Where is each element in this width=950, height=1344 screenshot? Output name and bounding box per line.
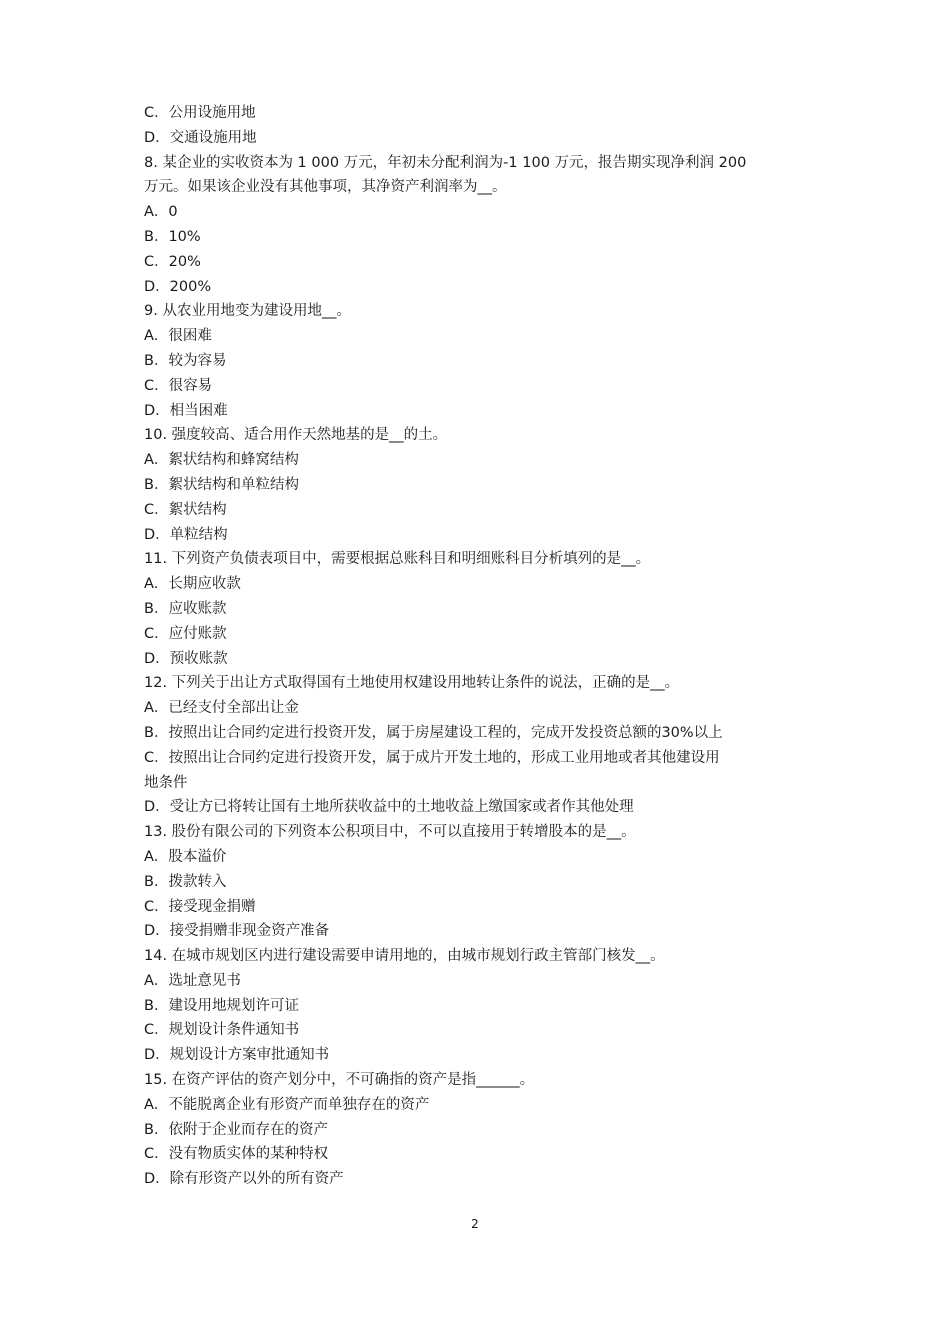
text-line: 8. 某企业的实收资本为 1 000 万元，年初未分配利润为-1 100 万元，报告期实现净利润 200 — [144, 154, 747, 171]
text-line: B．絮状结构和单粒结构 — [144, 476, 299, 493]
text-line: 万元。如果该企业没有其他事项，其净资产利润率为__。 — [144, 179, 507, 196]
text-line: D．200% — [144, 278, 212, 295]
page-content — [144, 101, 814, 1192]
text-line: B．10% — [144, 228, 201, 245]
text-line: D．规划设计方案审批通知书 — [144, 1047, 330, 1064]
text-line: D．接受捐赠非现金资产准备 — [144, 923, 330, 940]
text-line: A．很困难 — [144, 328, 212, 345]
text-line: A．选址意见书 — [144, 972, 241, 989]
text-line: C．接受现金捐赠 — [144, 898, 256, 915]
text-line: C．很容易 — [144, 377, 213, 394]
text-line: B．应收账款 — [144, 600, 227, 617]
text-line: B．按照出让合同约定进行投资开发，属于房屋建设工程的，完成开发投资总额的30%以上 — [144, 724, 723, 741]
text-line: 14. 在城市规划区内进行建设需要申请用地的，由城市规划行政主管部门核发__。 — [144, 948, 665, 965]
text-line: C．公用设施用地 — [144, 105, 256, 121]
text-line: D．受让方已将转让国有土地所获收益中的土地收益上缴国家或者作其他处理 — [144, 799, 634, 816]
text-line: A．絮状结构和蜂窝结构 — [144, 452, 299, 469]
text-line: C．应付账款 — [144, 625, 227, 642]
text-line: A．已经支付全部出让金 — [144, 700, 299, 717]
text-line: C．20% — [144, 253, 201, 270]
text-line: C．絮状结构 — [144, 501, 227, 518]
text-line: B．依附于企业而存在的资产 — [144, 1121, 328, 1138]
page-number: 2 — [471, 1217, 479, 1231]
text-line: 11. 下列资产负债表项目中，需要根据总账科目和明细账科目分析填列的是__。 — [144, 551, 651, 568]
text-line: D．除有形资产以外的所有资产 — [144, 1171, 344, 1188]
text-line: C．规划设计条件通知书 — [144, 1022, 300, 1039]
text-line: C．没有物质实体的某种特权 — [144, 1146, 329, 1163]
text-line: 10. 强度较高、适合用作天然地基的是__的土。 — [144, 427, 448, 444]
text-line: A．0 — [144, 204, 178, 221]
text-line: 12. 下列关于出让方式取得国有土地使用权建设用地转让条件的说法，正确的是__。 — [144, 675, 680, 692]
text-line: D．交通设施用地 — [144, 129, 257, 146]
text-line: 9. 从农业用地变为建设用地__。 — [144, 303, 351, 320]
text-line: B．建设用地规划许可证 — [144, 997, 299, 1014]
text-line: 地条件 — [144, 774, 188, 791]
text-line: B．较为容易 — [144, 352, 227, 369]
text-line: A．股本溢价 — [144, 848, 227, 865]
text-line: A．长期应收款 — [144, 576, 241, 593]
text-line: B．拨款转入 — [144, 873, 227, 890]
text-line: D．单粒结构 — [144, 526, 228, 543]
text-line: D．相当困难 — [144, 402, 228, 419]
text-line: D．预收账款 — [144, 650, 228, 667]
text-line: 15. 在资产评估的资产划分中，不可确指的资产是指______。 — [144, 1072, 535, 1089]
text-line: A．不能脱离企业有形资产而单独存在的资产 — [144, 1096, 430, 1113]
text-line: C．按照出让合同约定进行投资开发，属于成片开发土地的，形成工业用地或者其他建设用 — [144, 749, 720, 766]
text-line: 13. 股份有限公司的下列资本公积项目中，不可以直接用于转增股本的是__。 — [144, 824, 636, 841]
